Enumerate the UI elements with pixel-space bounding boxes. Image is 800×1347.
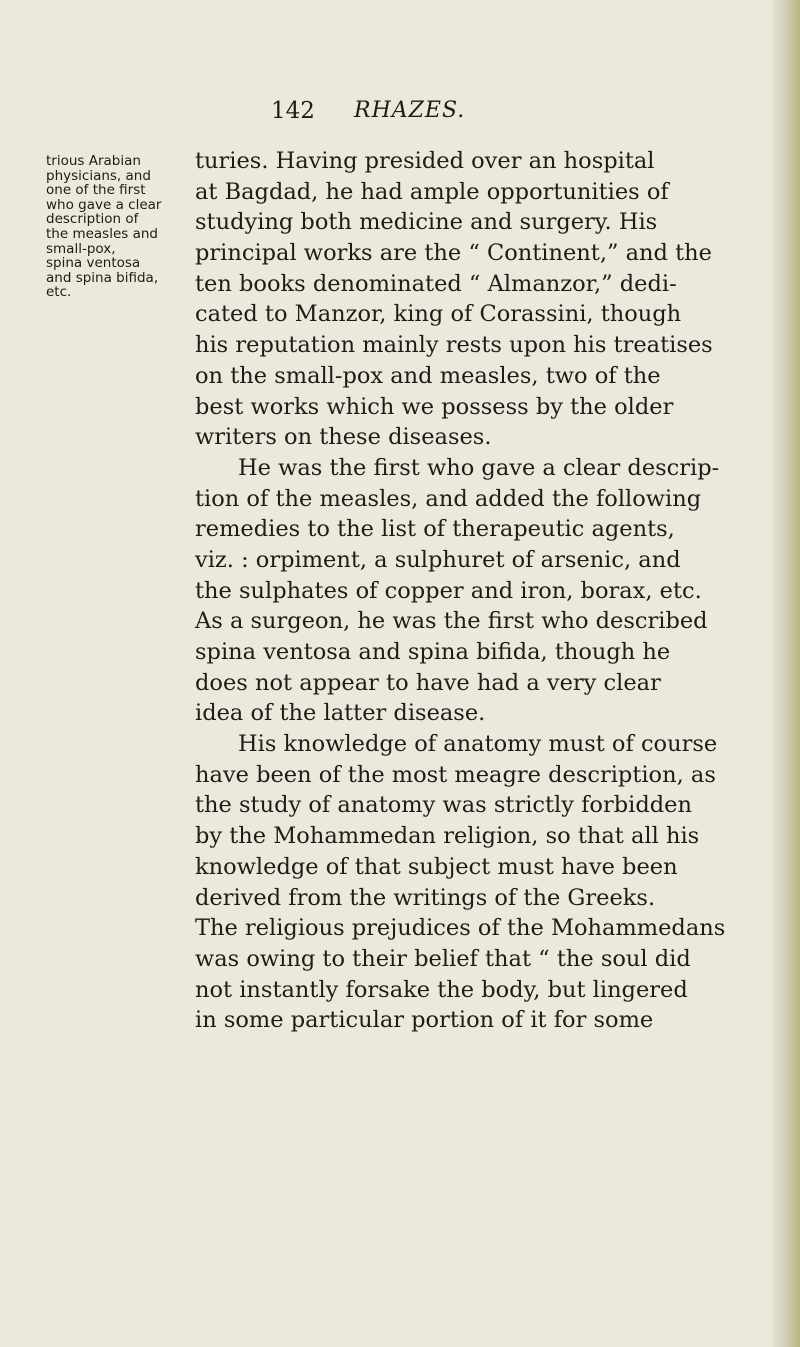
body-line: principal works are the “ Continent,” and the [195, 240, 712, 267]
body-line: tion of the measles, and added the following [195, 485, 702, 512]
body-line: remedies to the list of therapeutic agents, [195, 516, 675, 543]
marginal-note-line: who gave a clear [46, 196, 162, 213]
marginal-note-line: small-pox, [46, 240, 116, 257]
body-line: derived from the writings of the Greeks. [195, 884, 656, 911]
body-line: his reputation mainly rests upon his treatises [195, 332, 713, 359]
body-text [195, 146, 770, 1036]
body-line: studying both medicine and surgery. His [195, 209, 658, 236]
marginal-note-line: physicians, and [46, 167, 151, 184]
body-line: have been of the most meagre description, as [195, 761, 716, 788]
body-line: His knowledge of anatomy must of course [238, 731, 718, 758]
body-line: was owing to their belief that “ the soul did [195, 945, 691, 972]
body-line: knowledge of that subject must have been [195, 853, 678, 880]
body-line: The religious prejudices of the Mohammedans [195, 915, 726, 942]
body-line: writers on these diseases. [195, 424, 492, 451]
body-line: the study of anatomy was strictly forbidden [195, 792, 692, 819]
page-number: 142 [271, 98, 315, 124]
marginal-note-line: and spina bifida, [46, 269, 159, 286]
body-line: spina ventosa and spina bifida, though he [195, 639, 671, 665]
body-line: cated to Manzor, king of Corassini, though [195, 301, 682, 328]
body-line: best works which we possess by the older [195, 393, 674, 420]
body-line: ten books denominated “ Almanzor,” dedi- [195, 270, 677, 297]
running-head: RHAZES. [354, 98, 466, 123]
body-line: idea of the latter disease. [195, 700, 486, 727]
body-line: the sulphates of copper and iron, borax, etc. [195, 577, 702, 604]
body-line: not instantly forsake the body, but lingered [195, 976, 688, 1003]
marginal-note-line: the measles and [46, 225, 158, 242]
marginal-note-line: spina ventosa [46, 255, 141, 272]
body-line: As a surgeon, he was the first who described [195, 608, 708, 635]
body-line: by the Mohammedan religion, so that all his [195, 823, 700, 850]
marginal-note-line: description of [46, 211, 139, 228]
body-line: in some particular portion of it for some [195, 1007, 654, 1034]
body-line: on the small-pox and measles, two of the [195, 362, 661, 389]
body-line: at Bagdad, he had ample opportunities of [195, 178, 669, 205]
body-line: He was the first who gave a clear descrip- [238, 454, 720, 481]
marginal-note-line: etc. [46, 284, 72, 301]
page-edge-shadow [772, 0, 800, 1347]
body-line: viz. : orpiment, a sulphuret of arsenic, and [195, 546, 681, 573]
marginal-note-line: one of the first [46, 182, 146, 199]
marginal-note-line: trious Arabian [46, 153, 141, 169]
body-line: does not appear to have had a very clear [195, 669, 661, 696]
marginal-note [46, 154, 170, 300]
body-line: turies. Having presided over an hospital [195, 148, 655, 174]
